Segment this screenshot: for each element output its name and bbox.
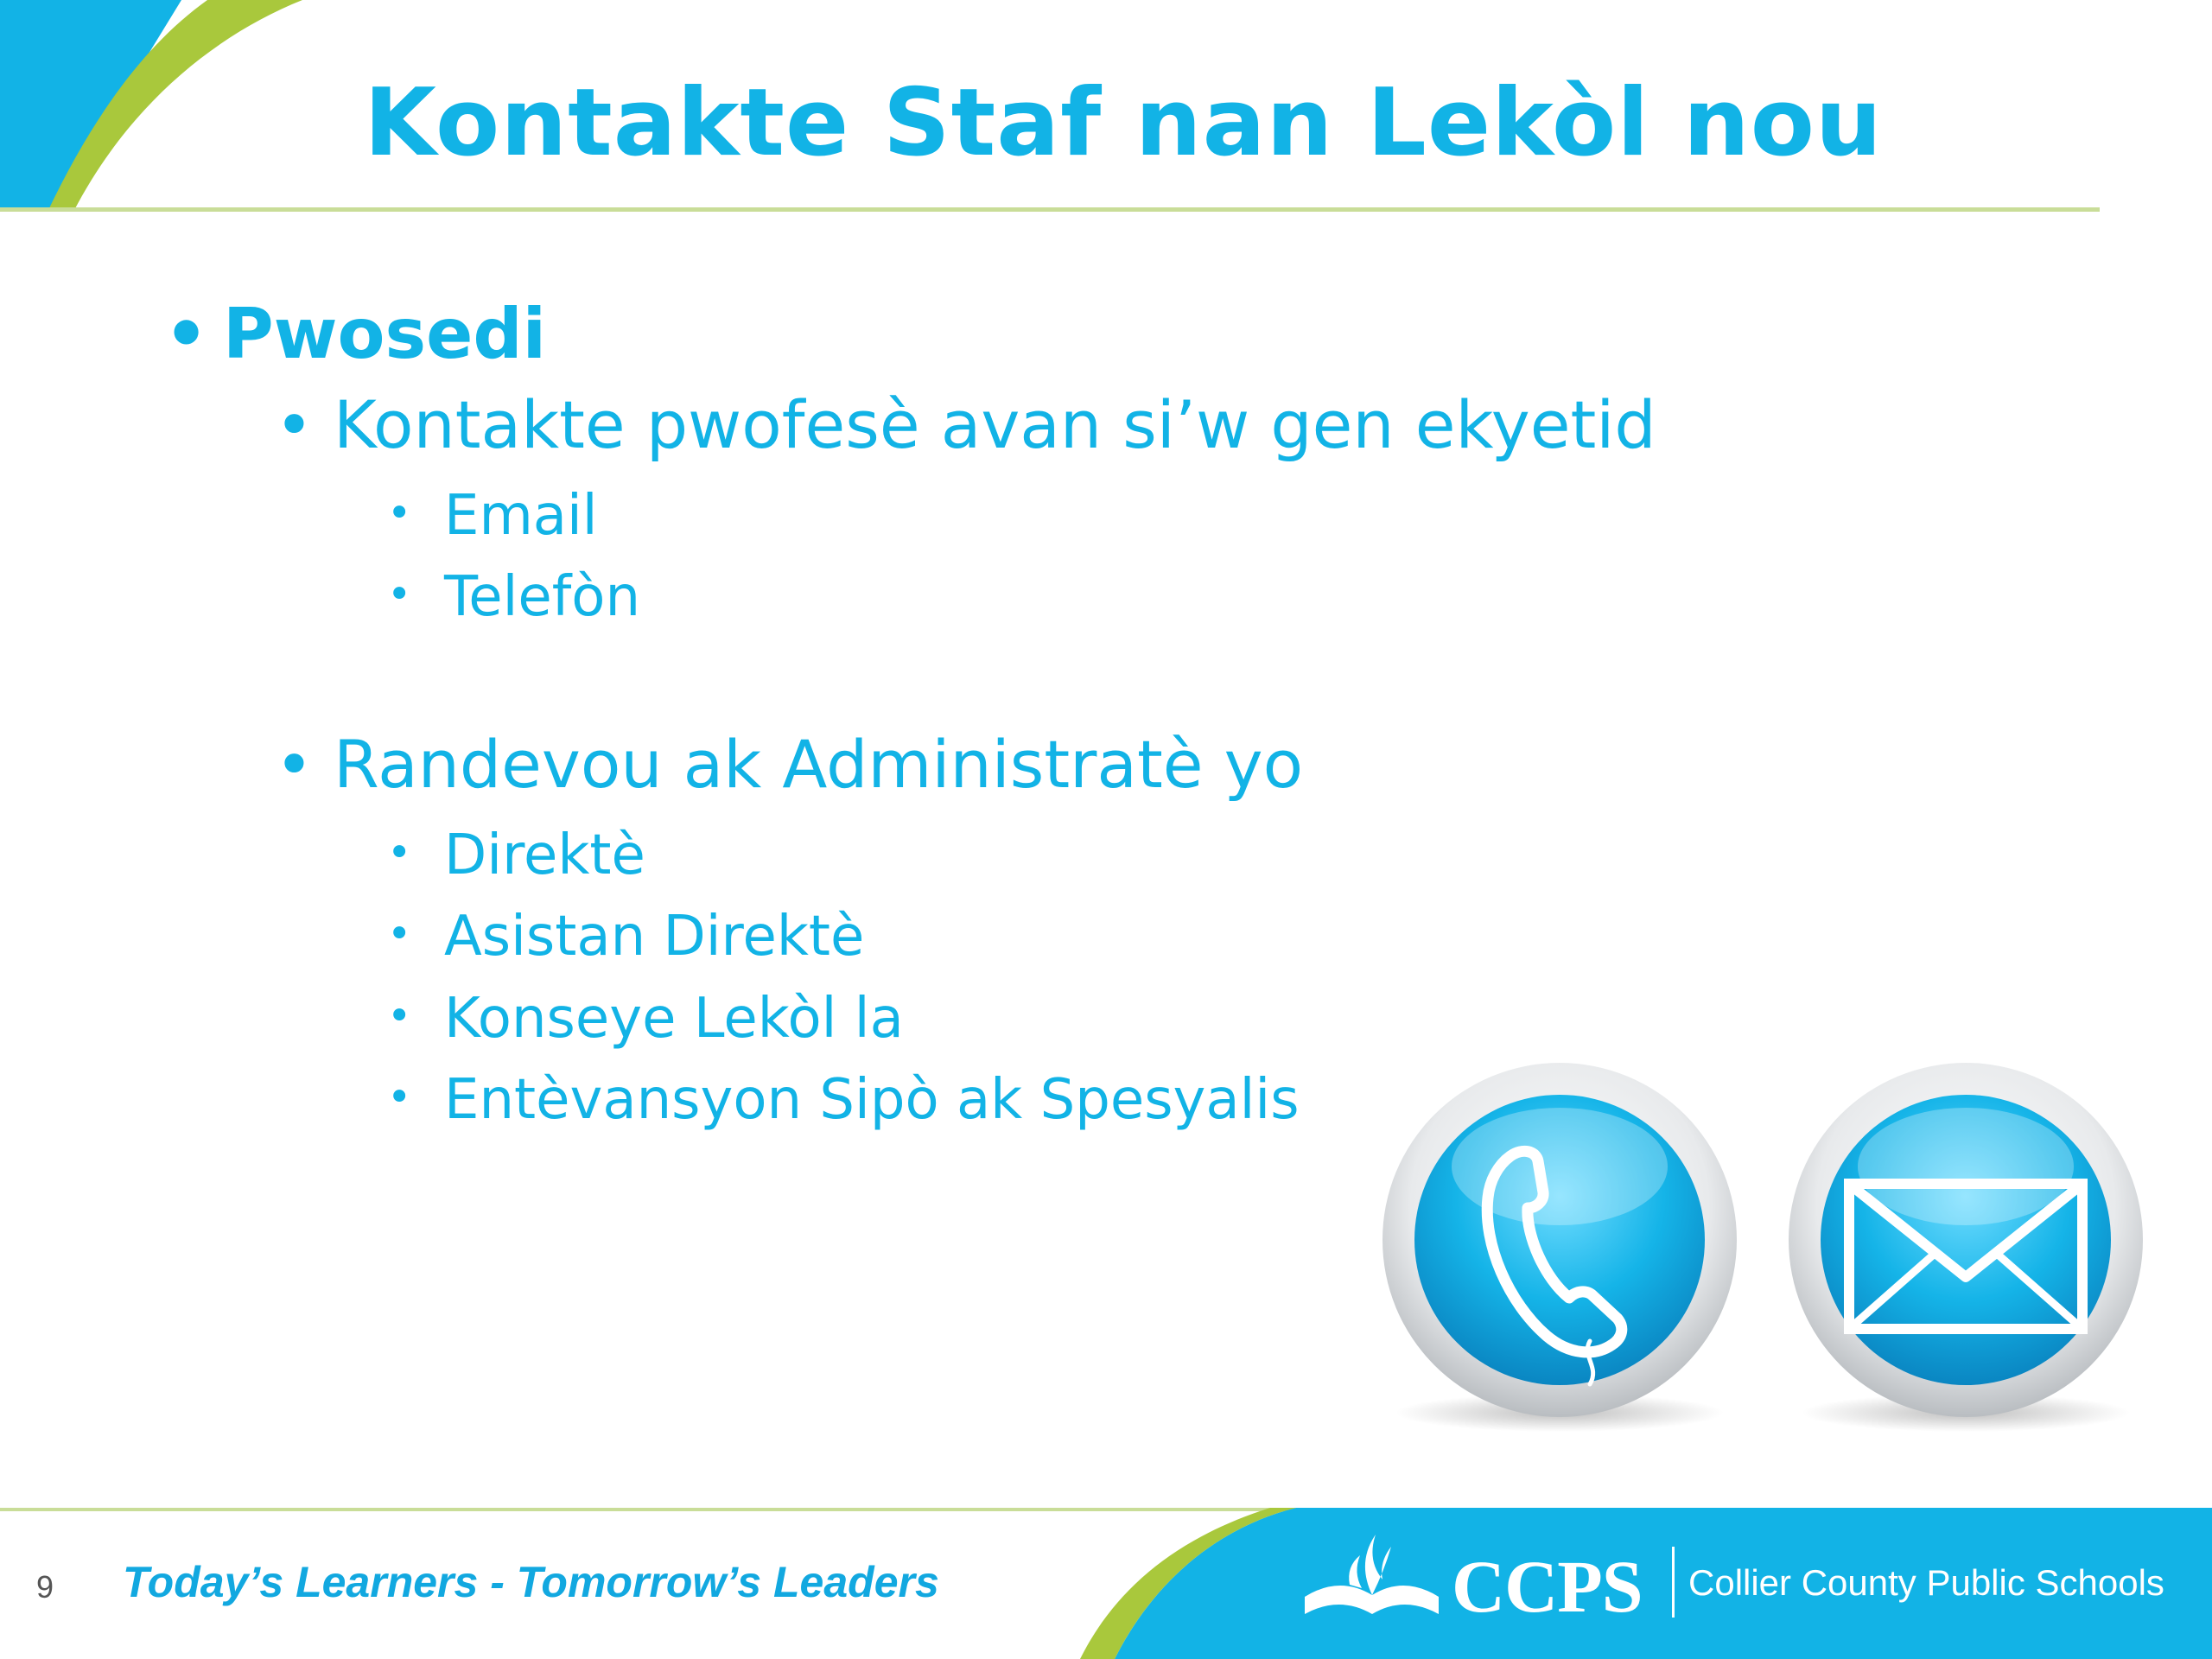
bullet-text: Entèvansyon Sipò ak Spesyalis: [444, 1068, 1300, 1132]
bullet-contact-teacher: [275, 386, 1656, 463]
ccps-logo-emblem: [1296, 1528, 1447, 1631]
bullet-text: Telefòn: [444, 565, 640, 629]
bullet-appointment: [275, 726, 1303, 803]
bullet-dot: •: [387, 489, 412, 537]
ccps-logo-text: CCPS: [1452, 1545, 1643, 1628]
envelope-icon: [1789, 1063, 2143, 1432]
title-divider: [0, 207, 2100, 212]
bullet-dot: •: [164, 294, 209, 374]
phone-icon: [1382, 1063, 1737, 1432]
bullet-principal: [387, 823, 645, 887]
bullet-assistant-principal: [387, 905, 864, 969]
bullet-text: Randevou ak Administratè yo: [334, 726, 1304, 803]
bullet-text: Direktè: [444, 823, 645, 887]
bullet-dot: •: [387, 1073, 412, 1122]
contact-icons-illustration: [1374, 1063, 2160, 1443]
bullet-email: [387, 484, 598, 548]
slide-title: Kontakte Staf nan Lekòl nou: [364, 69, 1883, 177]
bullet-text: Asistan Direktè: [444, 905, 865, 969]
bullet-text: Pwosedi: [223, 294, 547, 374]
page-number: 9: [36, 1569, 54, 1605]
bullet-text: Konseye Lekòl la: [444, 987, 904, 1051]
ccps-logo-subtitle: Collier County Public Schools: [1688, 1562, 2164, 1603]
bullet-dot: •: [387, 570, 412, 619]
bullet-phone: [387, 565, 640, 629]
bullet-intervention: [387, 1068, 1300, 1132]
bullet-counselor: [387, 987, 904, 1051]
logo-divider: [1672, 1547, 1675, 1618]
bullet-dot: •: [275, 386, 314, 463]
bullet-dot: •: [387, 910, 412, 958]
bullet-dot: •: [275, 726, 314, 803]
bullet-text: Kontakte pwofesè avan si’w gen ekyetid: [334, 386, 1656, 463]
bullet-procedure: [164, 294, 546, 374]
bullet-dot: •: [387, 992, 412, 1040]
bullet-text: Email: [444, 484, 598, 548]
footer-tagline: Today’s Learners - Tomorrow’s Leaders: [123, 1558, 939, 1606]
bullet-dot: •: [387, 829, 412, 877]
